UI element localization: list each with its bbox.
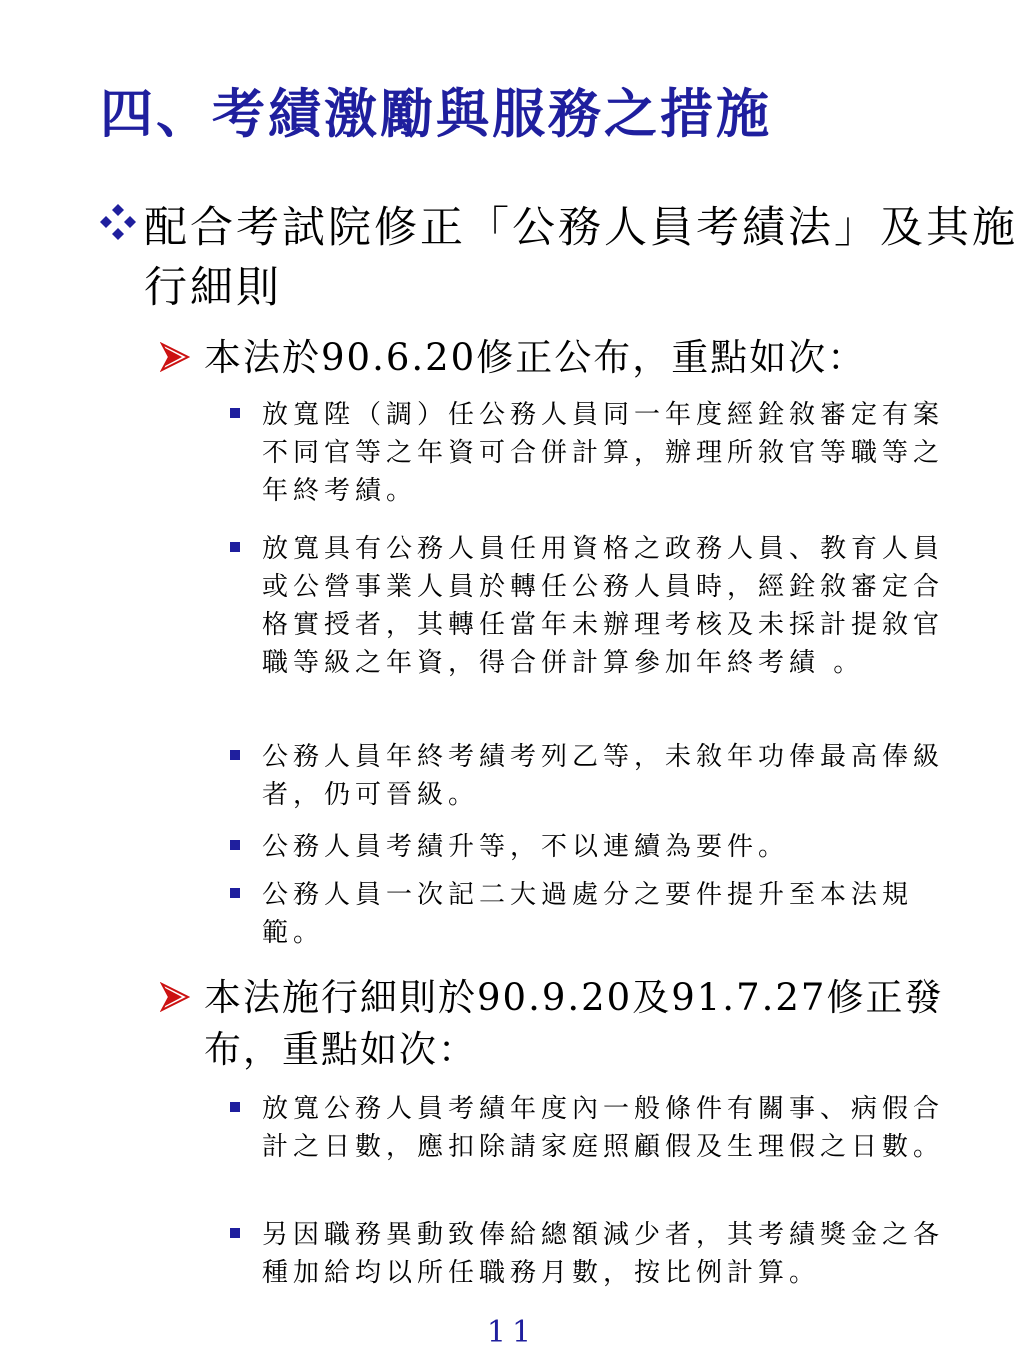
subsection-heading: 本法施行細則於90.9.20及91.7.27修正發布，重點如次： <box>204 976 944 1071</box>
square-bullet-icon <box>230 542 240 552</box>
square-bullet-icon <box>230 408 240 418</box>
subsection-heading-item <box>160 972 970 1076</box>
square-bullet-icon <box>230 1102 240 1112</box>
list-item <box>228 396 968 510</box>
slide-title: 四、考績激勵與服務之措施 <box>100 83 772 145</box>
list-item-text: 放寬具有公務人員任用資格之政務人員、教育人員或公營事業人員於轉任公務人員時，經銓敘審定合格實授者，其轉任當年未辦理考核及未採計提敘官職等級之年資，得合併計算參加年終考績 。 <box>262 534 945 678</box>
list-item <box>228 828 968 866</box>
list-item <box>228 876 968 952</box>
list-item <box>228 1090 968 1166</box>
list-item-text: 放寬陞（調）任公務人員同一年度經銓敘審定有案不同官等之年資可合併計算，辦理所敘官等職等之年終考績。 <box>262 400 945 506</box>
list-item <box>228 530 968 682</box>
list-item-text: 公務人員一次記二大過處分之要件提升至本法規範。 <box>262 880 914 948</box>
subsection-heading: 本法於90.6.20修正公布，重點如次： <box>204 336 867 379</box>
four-diamond-icon <box>98 202 138 242</box>
list-item-text: 公務人員年終考績考列乙等，未敘年功俸最高俸級者，仍可晉級。 <box>262 742 945 810</box>
subsection-heading-item <box>160 332 970 384</box>
arrow-right-icon <box>160 342 190 372</box>
list-item <box>228 738 968 814</box>
list-item-text: 放寬公務人員考績年度內一般條件有關事、病假合計之日數，應扣除請家庭照顧假及生理假之日數。 <box>262 1094 945 1162</box>
section-heading: 配合考試院修正「公務人員考績法」及其施行細則 <box>144 203 1018 313</box>
list-item-text: 另因職務異動致俸給總額減少者，其考績獎金之各種加給均以所任職務月數，按比例計算。 <box>262 1220 945 1288</box>
square-bullet-icon <box>230 1228 240 1238</box>
list-item <box>228 1216 968 1292</box>
square-bullet-icon <box>230 750 240 760</box>
page-number: 11 <box>486 1315 538 1350</box>
square-bullet-icon <box>230 888 240 898</box>
arrow-right-icon <box>160 982 190 1012</box>
square-bullet-icon <box>230 840 240 850</box>
section-bullet-item <box>98 198 1018 318</box>
list-item-text: 公務人員考績升等，不以連續為要件。 <box>262 832 790 862</box>
